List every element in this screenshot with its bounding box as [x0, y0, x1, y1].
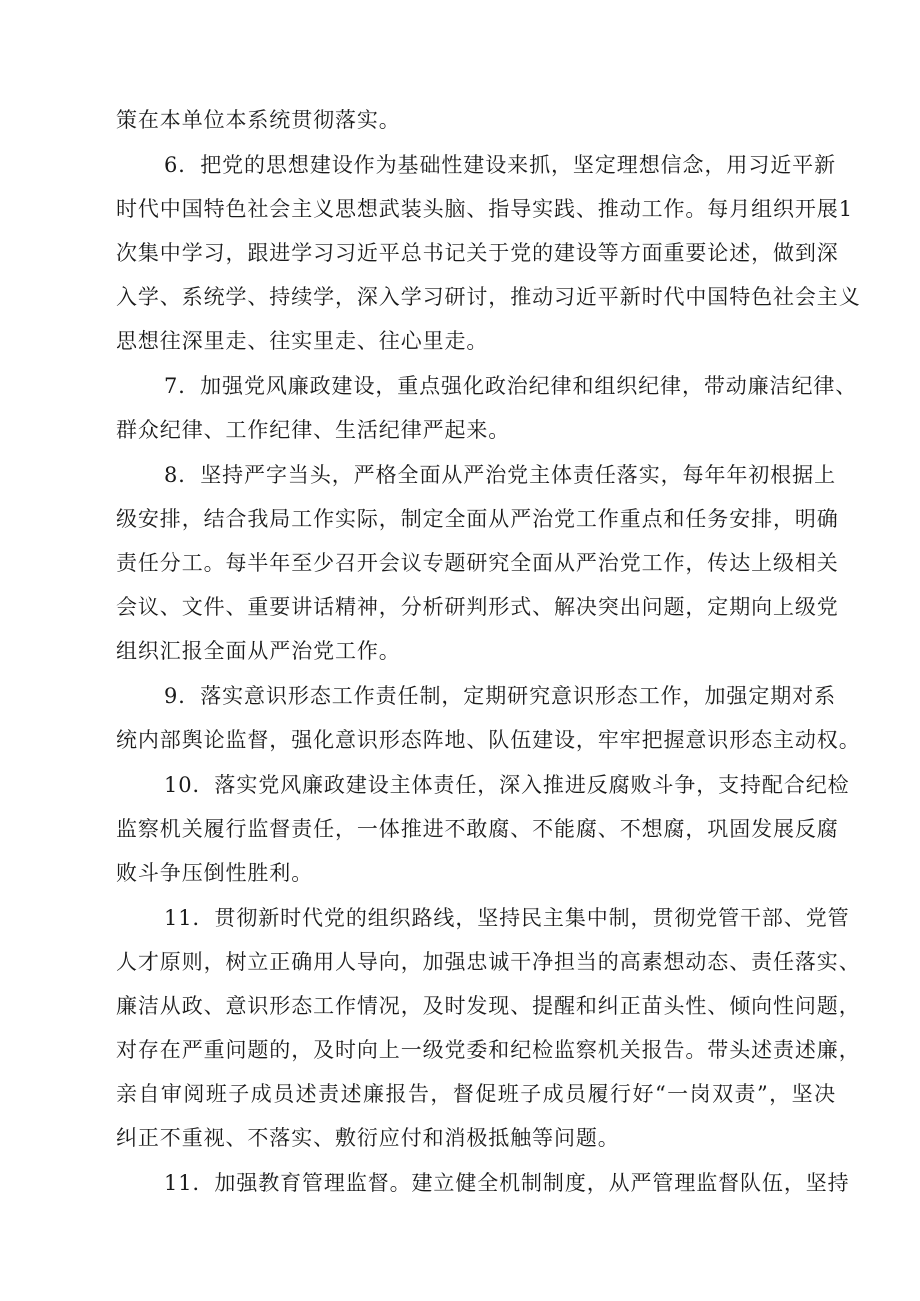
text-line: 组织汇报全面从严治党工作。: [116, 639, 401, 663]
text-line: 人才原则，树立正确用人导向，加强忠诚干净担当的高素想动态、责任落实、: [116, 950, 861, 974]
text-line: 监察机关履行监督责任，一体推进不敢腐、不能腐、不想腐，巩固发展反腐: [116, 817, 839, 841]
text-line: 级安排，结合我局工作实际，制定全面从严治党工作重点和任务安排，明确: [116, 507, 839, 531]
paragraph-9-line: 9．落实意识形态工作责任制，定期研究意识形态工作，加强定期对系: [164, 684, 836, 708]
text-line: 次集中学习，跟进学习习近平总书记关于党的建设等方面重要论述，做到深: [116, 241, 839, 265]
text-line: 亲自审阅班子成员述责述廉报告，督促班子成员履行好“一岗双责”，坚决: [116, 1082, 836, 1106]
text-line: 入学、系统学、持续学，深入学习研讨，推动习近平新时代中国特色社会主义: [116, 285, 861, 309]
paragraph-11-line: 11．贯彻新时代党的组织路线，坚持民主集中制，贯彻党管干部、党管: [164, 906, 850, 930]
paragraph-8-line: 8．坚持严字当头，严格全面从严治党主体责任落实，每年年初根据上: [164, 463, 836, 487]
paragraph-6-line: 6．把党的思想建设作为基础性建设来抓，坚定理想信念，用习近平新: [164, 153, 836, 177]
text-line: 廉洁从政、意识形态工作情况，及时发现、提醒和纠正苗头性、倾向性问题，: [116, 994, 861, 1018]
text-line: 统内部舆论监督，强化意识形态阵地、队伍建设，牢牢把握意识形态主动权。: [116, 728, 861, 752]
text-line: 责任分工。每半年至少召开会议专题研究全面从严治党工作，传达上级相关: [116, 551, 839, 575]
text-line: 群众纪律、工作纪律、生活纪律严起来。: [116, 418, 511, 442]
paragraph-10-line: 10．落实党风廉政建设主体责任，深入推进反腐败斗争，支持配合纪检: [164, 773, 850, 797]
text-line: 纠正不重视、不落实、敷衍应付和消极抵触等问题。: [116, 1126, 620, 1150]
text-line: 对存在严重问题的，及时向上一级党委和纪检监察机关报告。带头述责述廉，: [116, 1038, 861, 1062]
text-line: 败斗争压倒性胜利。: [116, 861, 314, 885]
text-line: 思想往深里走、往实里走、往心里走。: [116, 329, 489, 353]
text-line: 策在本单位本系统贯彻落实。: [116, 108, 401, 132]
paragraph-7-line: 7．加强党风廉政建设，重点强化政治纪律和组织纪律，带动廉洁纪律、: [164, 374, 858, 398]
text-line: 会议、文件、重要讲话精神，分析研判形式、解决突出问题，定期向上级党: [116, 595, 839, 619]
paragraph-11b-line: 11．加强教育管理监督。建立健全机制制度，从严管理监督队伍，坚持: [164, 1171, 850, 1195]
text-line: 时代中国特色社会主义思想武装头脑、指导实践、推动工作。每月组织开展1: [116, 197, 853, 221]
